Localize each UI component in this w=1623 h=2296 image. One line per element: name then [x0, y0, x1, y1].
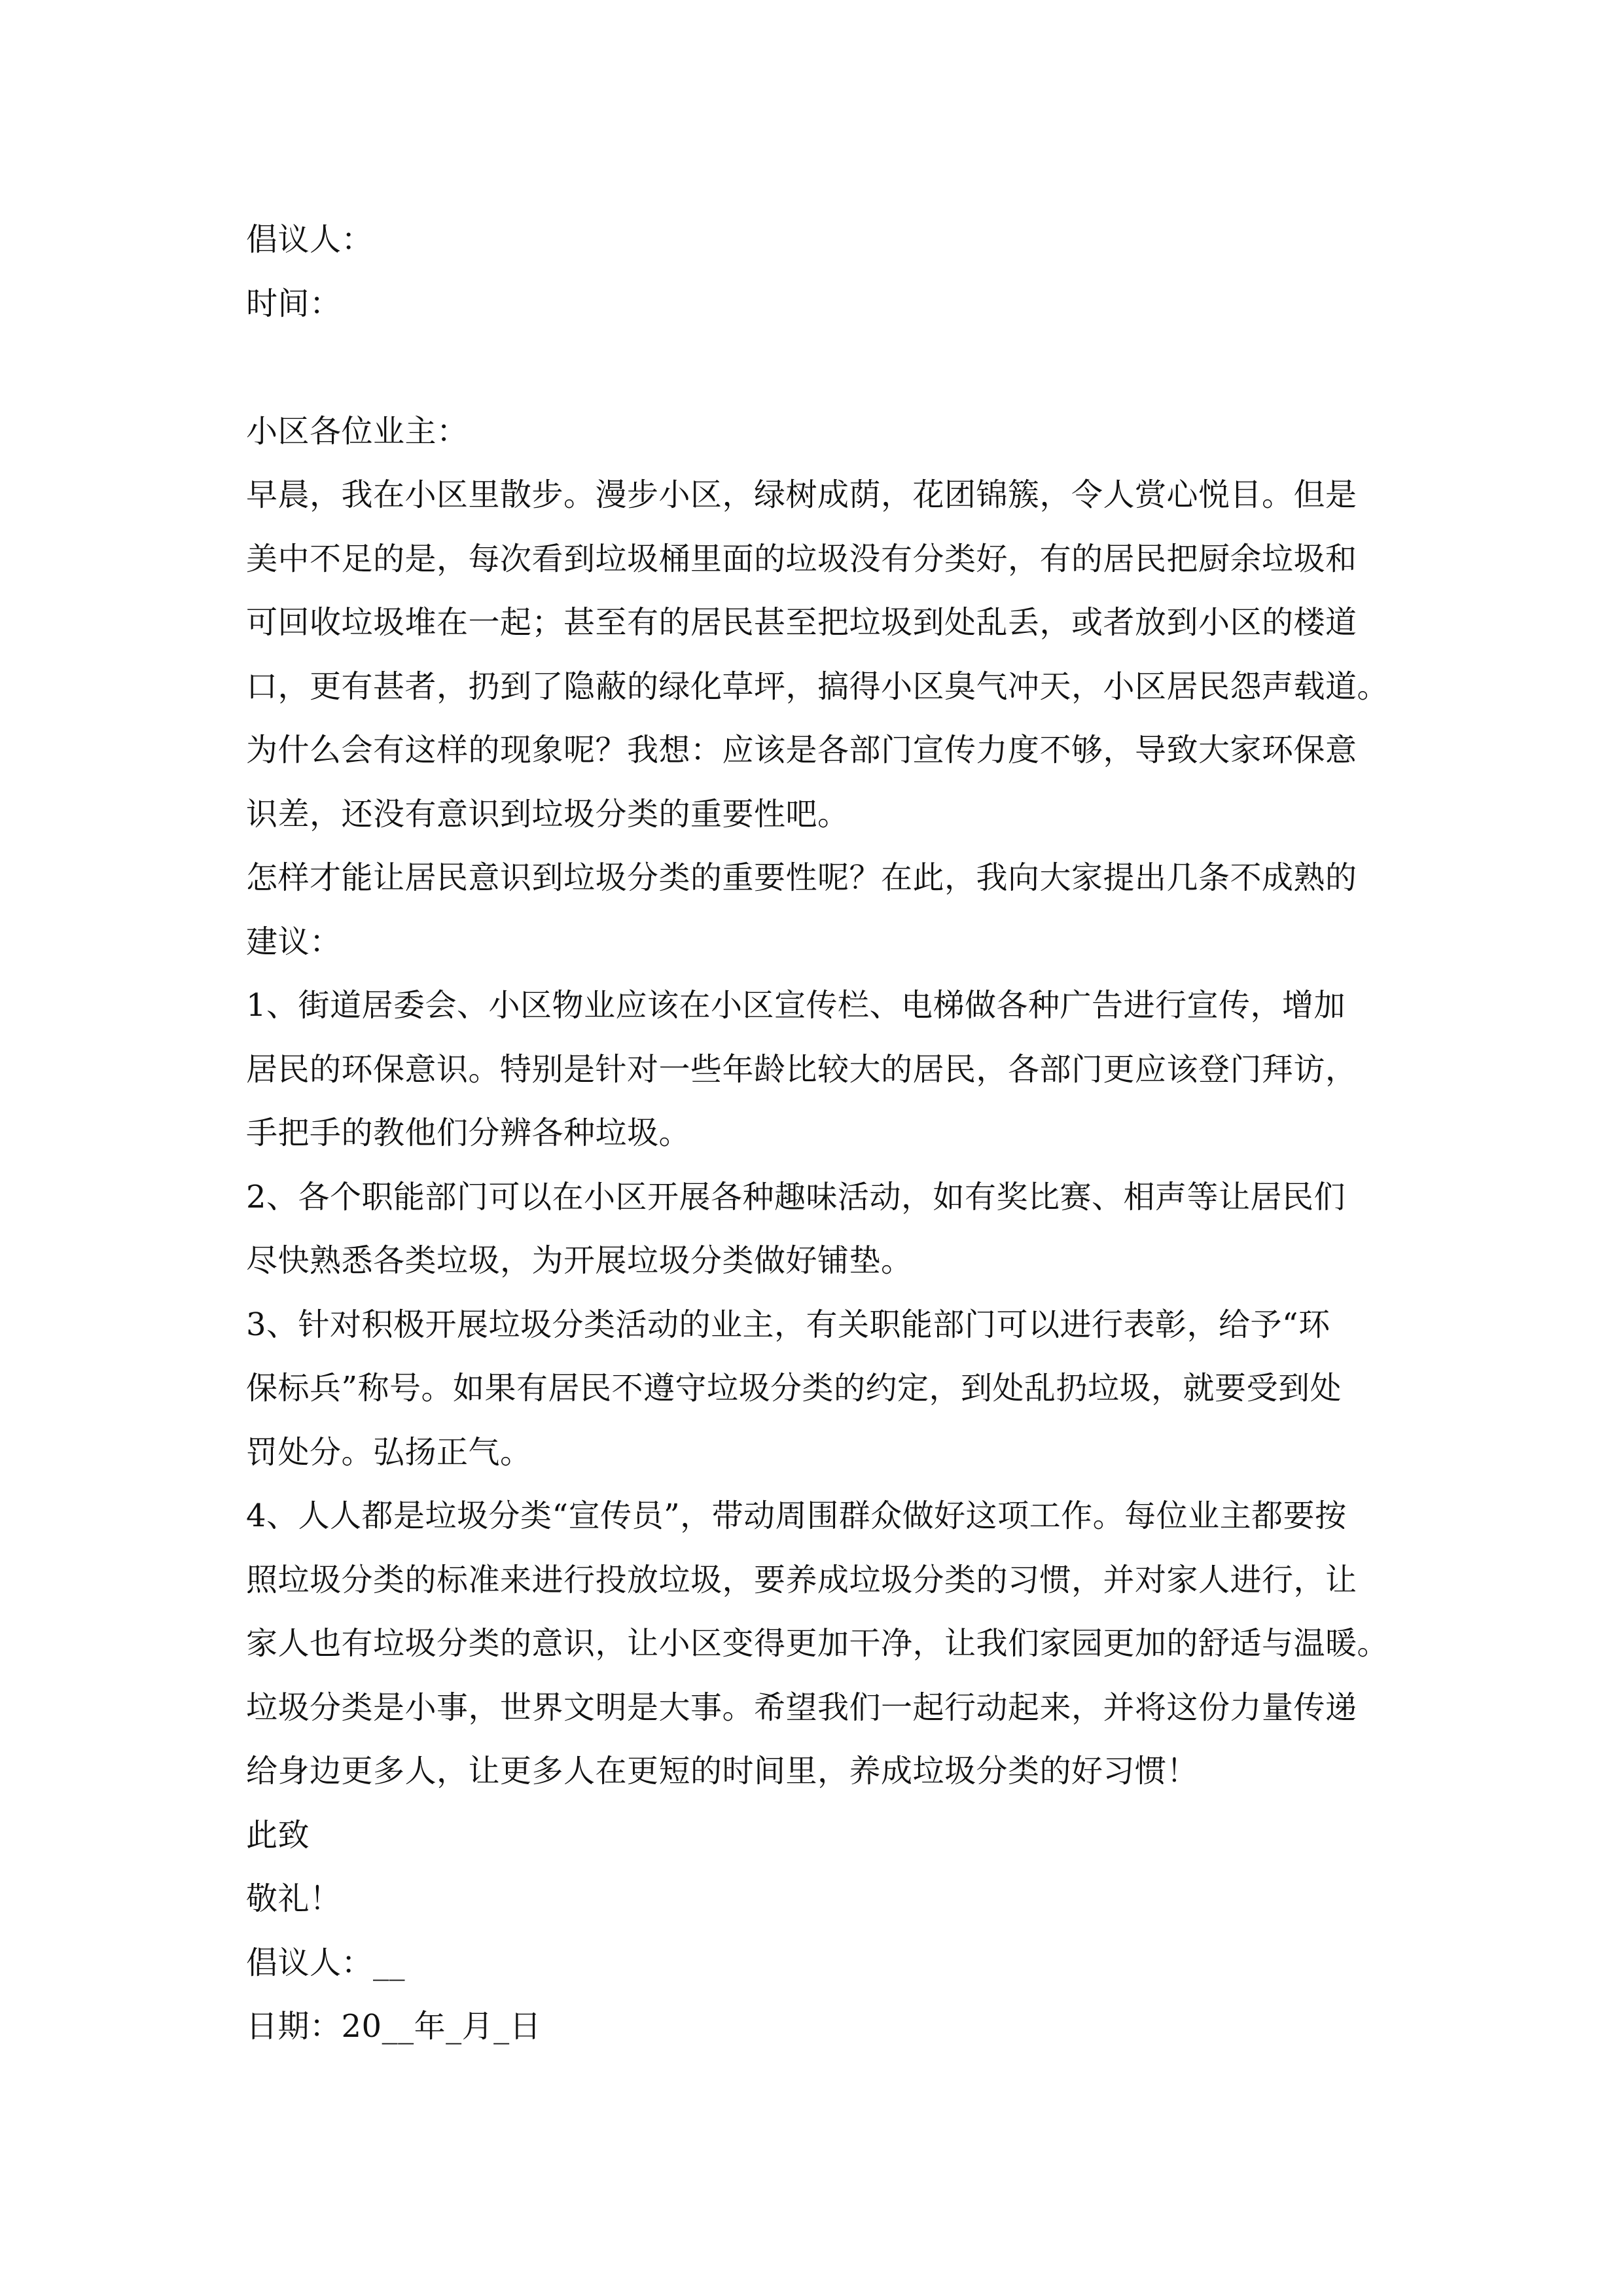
intro-line: 为什么会有这样的现象呢？我想：应该是各部门宣传力度不够，导致大家环保意 — [246, 732, 1357, 768]
suggestion-1-line: 手把手的教他们分辨各种垃圾。 — [246, 1115, 691, 1151]
intro-line: 美中不足的是，每次看到垃圾桶里面的垃圾没有分类好，有的居民把厨余垃圾和 — [246, 540, 1357, 577]
question-line: 怎样才能让居民意识到垃圾分类的重要性呢？在此，我向大家提出几条不成熟的 — [246, 859, 1357, 896]
suggestion-4-line: 4、人人都是垃圾分类“宣传员”，带动周围群众做好这项工作。每位业主都要按 — [246, 1498, 1347, 1534]
intro-line: 早晨，我在小区里散步。漫步小区，绿树成荫，花团锦簇，令人赏心悦目。但是 — [246, 476, 1357, 513]
intro-line: 识差，还没有意识到垃圾分类的重要性吧。 — [246, 795, 849, 833]
question-line: 建议： — [246, 923, 342, 960]
date-line: 日期：20__年_月_日 — [246, 2008, 542, 2045]
closing-paragraph-line: 垃圾分类是小事，世界文明是大事。希望我们一起行动起来，并将这份力量传递 — [246, 1689, 1357, 1726]
header-proposer: 倡议人： — [246, 221, 374, 258]
suggestion-1-line: 居民的环保意识。特别是针对一些年龄比较大的居民，各部门更应该登门拜访， — [246, 1050, 1357, 1088]
closing-salutation: 此致 — [246, 1816, 310, 1854]
signature-line: 倡议人：__ — [246, 1944, 406, 1981]
blank-gap — [246, 336, 1398, 400]
suggestion-2-line: 尽快熟悉各类垃圾，为开展垃圾分类做好铺垫。 — [246, 1242, 913, 1279]
suggestion-3-line: 罚处分。弘扬正气。 — [246, 1433, 532, 1471]
salutation: 小区各位业主： — [246, 412, 469, 450]
intro-line: 可回收垃圾堆在一起；甚至有的居民甚至把垃圾到处乱丢，或者放到小区的楼道 — [246, 604, 1357, 641]
suggestion-1-line: 1、街道居委会、小区物业应该在小区宣传栏、电梯做各种广告进行宣传，增加 — [246, 987, 1346, 1024]
suggestion-4-line: 家人也有垃圾分类的意识，让小区变得更加干净，让我们家园更加的舒适与温暖。 — [246, 1625, 1389, 1662]
intro-line: 口，更有甚者，扔到了隐蔽的绿化草坪，搞得小区臭气冲天，小区居民怨声载道。 — [246, 668, 1389, 705]
suggestion-2-line: 2、各个职能部门可以在小区开展各种趣味活动，如有奖比赛、相声等让居民们 — [246, 1178, 1346, 1215]
closing-paragraph-line: 给身边更多人，让更多人在更短的时间里，养成垃圾分类的好习惯！ — [246, 1753, 1199, 1789]
letter-body — [246, 208, 1398, 2059]
suggestion-3-line: 保标兵”称号。如果有居民不遵守垃圾分类的约定，到处乱扔垃圾，就要受到处 — [246, 1370, 1342, 1407]
header-time: 时间： — [246, 285, 342, 322]
suggestion-4-line: 照垃圾分类的标准来进行投放垃圾，要养成垃圾分类的习惯，并对家人进行，让 — [246, 1561, 1357, 1598]
suggestion-3-line: 3、针对积极开展垃圾分类活动的业主，有关职能部门可以进行表彰，给予“环 — [246, 1306, 1330, 1343]
closing-regards: 敬礼！ — [246, 1880, 342, 1917]
